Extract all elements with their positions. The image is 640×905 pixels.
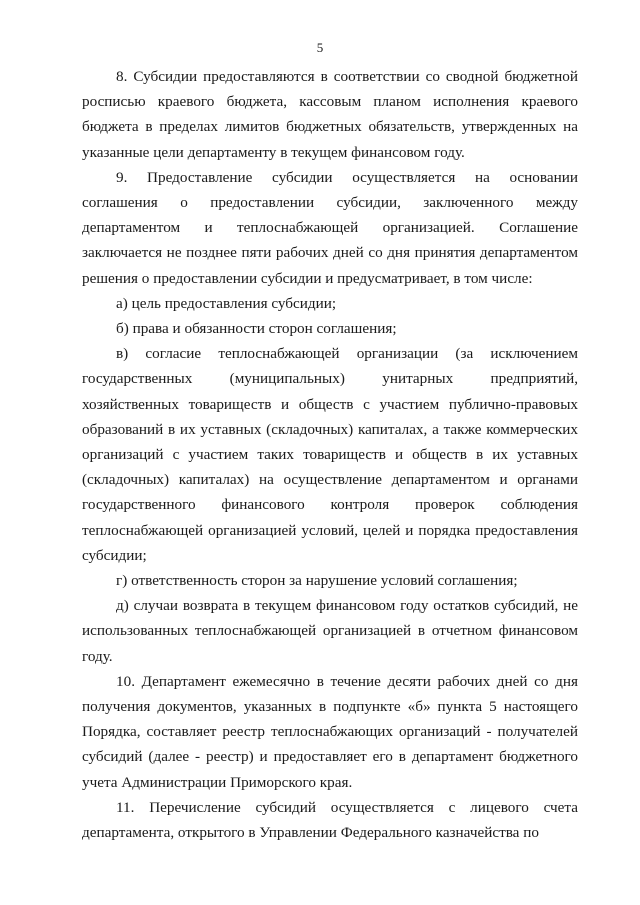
paragraph-9v: в) согласие теплоснабжающей организации (за исключением государственных (муниципальных) унитарных предприятий, хозяйственных товариществ и обществ с участием публично-правовых образований в их уставных (складочных) капиталах, а также коммерческих организаций с участием таких товариществ и обществ в их уставных (складочных) капиталах) на осуществление департаментом и органами государственного финансового контроля проверок соблюдения теплоснабжающей организацией условий, целей и порядка предоставления субсидии; bbox=[82, 345, 578, 564]
paragraph-9b: б) права и обязанности сторон соглашения; bbox=[116, 320, 397, 338]
page-number: 5 bbox=[316, 40, 324, 55]
paragraph-10: 10. Департамент ежемесячно в течение десяти рабочих дней со дня получения документов, указанных в подпункте «б» пункта 5 настоящего Порядка, составляет реестр теплоснабжающих организаций - получателей субсидий (далее - реестр) и предоставляет его в департамент бюджетного учета Администрации Приморского края. bbox=[82, 672, 578, 791]
document-body bbox=[82, 64, 578, 845]
paragraph-9d: д) случаи возврата в текущем финансовом году остатков субсидий, не использованных теплоснабжающей организацией в отчетном финансовом году. bbox=[82, 597, 578, 665]
paragraph-9g: г) ответственность сторон за нарушение условий соглашения; bbox=[116, 572, 518, 590]
paragraph-9: 9. Предоставление субсидии осуществляется на основании соглашения о предоставлении субсидии, заключенного между департаментом и теплоснабжающей организацией. Соглашение заключается не позднее пяти рабочих дней со дня принятия департаментом решения о предоставлении субсидии и предусматривает, в том числе: bbox=[82, 168, 578, 287]
paragraph-9a: а) цель предоставления субсидии; bbox=[116, 294, 337, 312]
paragraph-11: 11. Перечисление субсидий осуществляется с лицевого счета департамента, открытого в Управлении Федерального казначейства по bbox=[82, 798, 578, 842]
paragraph-8: 8. Субсидии предоставляются в соответствии со сводной бюджетной росписью краевого бюджета, кассовым планом исполнения краевого бюджета в пределах лимитов бюджетных обязательств, утвержденных на указанные цели департаменту в текущем финансовом году. bbox=[82, 68, 578, 161]
